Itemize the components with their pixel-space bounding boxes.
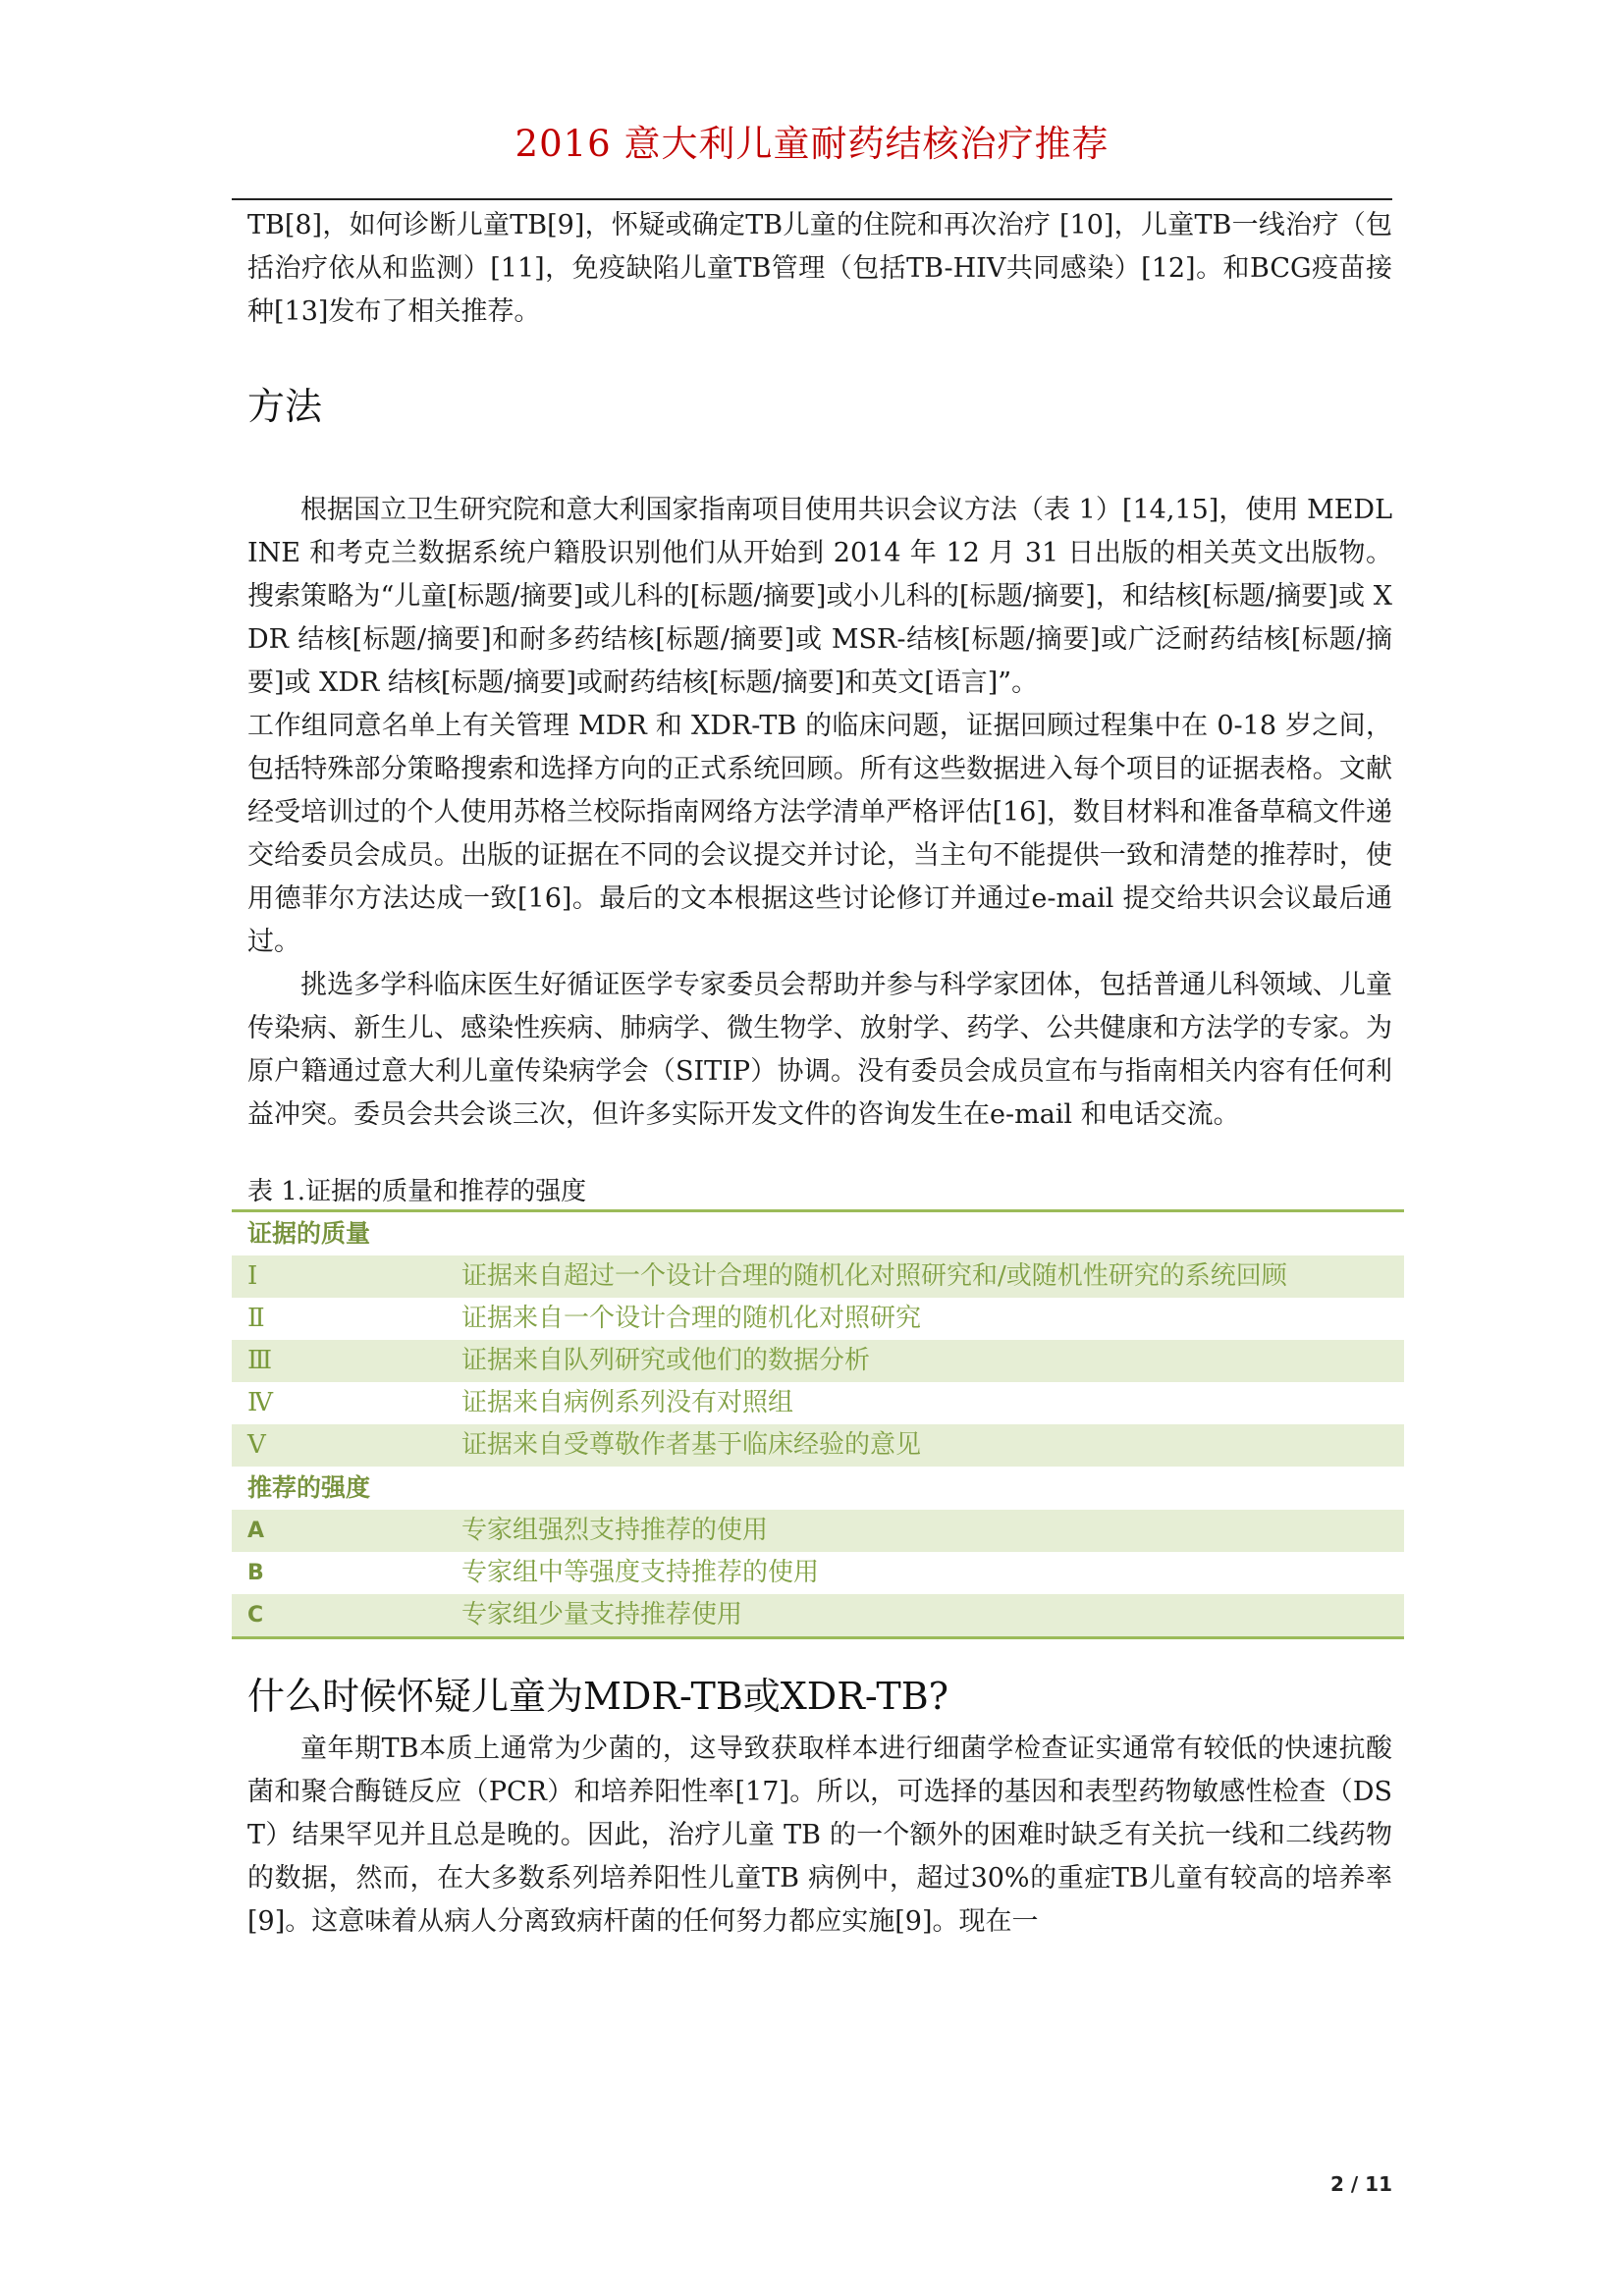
- page-content: [247, 202, 1392, 1944]
- quality-code: Ⅳ: [247, 1388, 273, 1417]
- methods-paragraph-1: 根据国立卫生研究院和意大利国家指南项目使用共识会议方法（表 1）[14,15]，使用 MEDLINE 和考克兰数据系统户籍股识别他们从开始到 2014 年 12 月 31 日出版的相关英文出版物。搜索策略为“儿童[标题/摘要]或儿科的[标题/摘要]或小儿科的[标题/摘要]，和结核[标题/摘要]或 XDR 结核[标题/摘要]和耐多药结核[标题/摘要]或 MSR-结核[标题/摘要]或广泛耐药结核[标题/摘要]或 XDR 结核[标题/摘要]或耐药结核[标题/摘要]和英文[语言]”。: [247, 495, 1392, 698]
- table-row: [232, 1424, 1404, 1467]
- suspicion-paragraph: 童年期TB本质上通常为少菌的，这导致获取样本进行细菌学检查证实通常有较低的快速抗酸菌和聚合酶链反应（PCR）和培养阳性率[17]。所以，可选择的基因和表型药物敏感性检查（DST）结果罕见并且总是晚的。因此，治疗儿童 TB 的一个额外的困难时缺乏有关抗一线和二线药物的数据，然而，在大多数系列培养阳性儿童TB 病例中，超过30%的重症TB儿童有较高的培养率[9]。这意味着从病人分离致病杆菌的任何努力都应实施[9]。现在一: [247, 1734, 1392, 1937]
- header-divider: [232, 198, 1392, 200]
- quality-description: 证据来自病例系列没有对照组: [461, 1388, 794, 1417]
- evidence-quality-table: [232, 1209, 1404, 1639]
- quality-code: Ⅲ: [232, 1340, 446, 1382]
- table-row: [232, 1552, 1404, 1594]
- table-row: [232, 1594, 1404, 1638]
- strength-description: 专家组强烈支持推荐的使用: [446, 1510, 1404, 1552]
- table-row: [232, 1382, 1404, 1424]
- table-group-row: [232, 1467, 1404, 1510]
- methods-heading: 方法: [247, 385, 323, 428]
- strength-description: 专家组中等强度支持推荐的使用: [461, 1558, 820, 1587]
- strength-code: A: [232, 1510, 446, 1552]
- strength-group-heading: 推荐的强度: [247, 1473, 371, 1502]
- suspicion-heading: 什么时候怀疑儿童为MDR-TB或XDR-TB?: [247, 1675, 949, 1718]
- quality-group-heading: 证据的质量: [247, 1219, 371, 1248]
- table-group-row: [232, 1211, 1404, 1256]
- quality-description: 证据来自超过一个设计合理的随机化对照研究和/或随机性研究的系统回顾: [446, 1255, 1404, 1298]
- quality-description: 证据来自一个设计合理的随机化对照研究: [461, 1304, 922, 1333]
- methods-paragraph-2: 工作组同意名单上有关管理 MDR 和 XDR-TB 的临床问题，证据回顾过程集中在 0-18 岁之间，包括特殊部分策略搜索和选择方向的正式系统回顾。所有这些数据进入每个项目的证据表格。文献经受培训过的个人使用苏格兰校际指南网络方法学清单严格评估[16]，数目材料和准备草稿文件递交给委员会成员。出版的证据在不同的会议提交并讨论，当主句不能提供一致和清楚的推荐时，使用德菲尔方法达成一致[16]。最后的文本根据这些讨论修订并通过e-mail 提交给共识会议最后通过。: [247, 711, 1392, 957]
- table-caption: 表 1.证据的质量和推荐的强度: [247, 1177, 587, 1206]
- strength-description: 专家组少量支持推荐使用: [446, 1594, 1404, 1638]
- quality-description: 证据来自队列研究或他们的数据分析: [446, 1340, 1404, 1382]
- intro-paragraph: TB[8]，如何诊断儿童TB[9]，怀疑或确定TB儿童的住院和再次治疗 [10]，儿童TB一线治疗（包括治疗依从和监测）[11]，免疫缺陷儿童TB管理（包括TB-HIV共同感染）[12]。和BCG疫苗接种[13]发布了相关推荐。: [247, 210, 1392, 327]
- running-header-title: 2016 意大利儿童耐药结核治疗推荐: [514, 123, 1110, 165]
- table-row: [232, 1340, 1404, 1382]
- table-1-block: [247, 1174, 1392, 1639]
- table-row: [232, 1510, 1404, 1552]
- table-row: [232, 1255, 1404, 1298]
- table-row: [232, 1298, 1404, 1340]
- quality-code: Ⅴ: [232, 1424, 446, 1467]
- methods-body: [247, 489, 1392, 1137]
- page-number: 2 / 11: [1330, 2172, 1392, 2196]
- quality-description: 证据来自受尊敬作者基于临床经验的意见: [446, 1424, 1404, 1467]
- quality-code: Ⅱ: [247, 1304, 265, 1333]
- methods-paragraph-3: 挑选多学科临床医生好循证医学专家委员会帮助并参与科学家团体，包括普通儿科领域、儿童传染病、新生儿、感染性疾病、肺病学、微生物学、放射学、药学、公共健康和方法学的专家。为原户籍通过意大利儿童传染病学会（SITIP）协调。没有委员会成员宣布与指南相关内容有任何利益冲突。委员会共会谈三次，但许多实际开发文件的咨询发生在e-mail 和电话交流。: [247, 970, 1392, 1130]
- strength-code: C: [232, 1594, 446, 1638]
- strength-code: B: [247, 1561, 264, 1585]
- quality-code: Ⅰ: [232, 1255, 446, 1298]
